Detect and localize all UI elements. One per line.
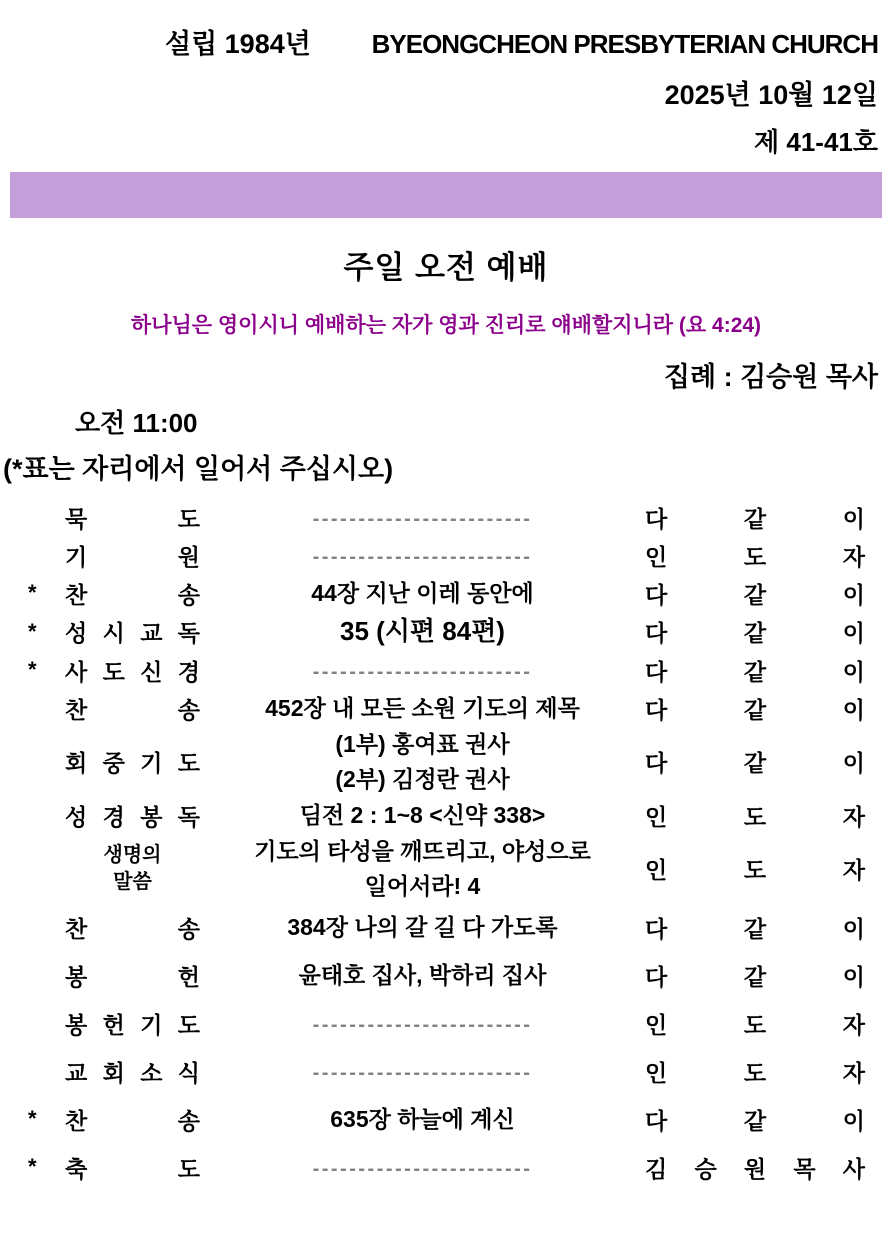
order-item-label: 찬 송 xyxy=(65,915,200,942)
order-row xyxy=(0,999,892,1047)
order-item-label: 축 도 xyxy=(65,1155,200,1182)
order-item-label: 사 도 신 경 xyxy=(65,658,200,685)
order-item-by: 다 같 이 xyxy=(645,505,865,532)
order-item-content: ------------------------ xyxy=(312,1061,533,1084)
order-row xyxy=(0,834,892,903)
order-item-content: 35 (시편 84편) xyxy=(340,616,505,646)
standing-star-mark: * xyxy=(28,657,37,682)
order-item-label: 찬 송 xyxy=(65,696,200,723)
order-item-label: 묵 도 xyxy=(65,505,200,532)
officiant-line: 집례 : 김승원 목사 xyxy=(663,362,878,392)
founded-year: 설립 1984년 xyxy=(165,29,311,59)
order-item-label: 성 시 교 독 xyxy=(65,620,200,646)
order-item-by: 다 같 이 xyxy=(645,915,865,942)
order-item-label: 성 경 봉 독 xyxy=(65,803,200,830)
order-item-content: 윤태호 집사, 박하리 집사 xyxy=(298,961,547,988)
order-item-label: 기 원 xyxy=(65,543,200,570)
issue-number: 제 41-41호 xyxy=(754,127,878,157)
order-item-by: 다 같 이 xyxy=(645,1107,865,1134)
order-item-label: 생명의 말씀 xyxy=(103,843,162,893)
order-row xyxy=(0,1143,892,1191)
order-item-label: 찬 송 xyxy=(65,581,200,608)
order-item-by: 김 승 원 목 사 xyxy=(645,1155,865,1182)
bulletin-header xyxy=(0,0,892,159)
order-item-by: 인 도 자 xyxy=(645,1011,865,1038)
order-item-content: ------------------------ xyxy=(312,1157,533,1180)
order-item-content: ------------------------ xyxy=(312,1013,533,1036)
order-row xyxy=(0,1095,892,1143)
order-item-by: 다 같 이 xyxy=(645,750,865,776)
order-item-content: ------------------------ xyxy=(312,545,533,568)
order-item-content: ------------------------ xyxy=(312,660,533,683)
order-item-content: ------------------------ xyxy=(312,507,533,530)
order-item-content: 기도의 타성을 깨뜨리고, 야성으로 일어서라! 4 xyxy=(254,838,591,899)
standing-star-mark: * xyxy=(28,580,37,605)
order-row xyxy=(0,498,892,536)
order-row xyxy=(0,574,892,612)
order-row xyxy=(0,796,892,834)
order-row xyxy=(0,651,892,689)
order-item-by: 인 도 자 xyxy=(645,803,865,830)
order-item-label: 회 중 기 도 xyxy=(65,750,200,776)
service-title: 주일 오전 예배 xyxy=(343,250,549,285)
church-name: BYEONGCHEON PRESBYTERIAN CHURCH xyxy=(371,29,878,59)
order-item-by: 다 같 이 xyxy=(645,963,865,990)
order-row xyxy=(0,612,892,651)
standing-star-mark: * xyxy=(28,1154,37,1179)
service-time: 오전 11:00 xyxy=(75,408,198,438)
header-top-line xyxy=(0,22,892,61)
order-item-by: 다 같 이 xyxy=(645,658,865,685)
order-item-label: 봉 헌 xyxy=(65,963,200,990)
order-item-content: 44장 지난 이레 동안에 xyxy=(311,579,534,606)
standing-note: (*표는 자리에서 일어서 주십시오) xyxy=(3,454,394,484)
order-item-content: (1부) 홍여표 권사 (2부) 김정란 권사 xyxy=(335,731,510,792)
order-item-content: 452장 내 모든 소원 기도의 제목 xyxy=(265,694,580,721)
bulletin-date: 2025년 10월 12일 xyxy=(664,80,878,110)
order-item-content: 딤전 2 : 1~8 <신약 338> xyxy=(299,801,546,828)
order-row xyxy=(0,689,892,727)
order-item-label: 봉 헌 기 도 xyxy=(65,1011,200,1038)
order-item-by: 인 도 자 xyxy=(645,857,865,883)
order-item-by: 다 같 이 xyxy=(645,696,865,723)
standing-star-mark: * xyxy=(28,1106,37,1131)
order-item-by: 인 도 자 xyxy=(645,1059,865,1086)
scripture-verse: 하나님은 영이시니 예배하는 자가 영과 진리로 얘배할지니라 (요 4:24) xyxy=(130,314,762,337)
order-item-label: 교 회 소 식 xyxy=(65,1059,200,1086)
order-row xyxy=(0,1047,892,1095)
order-item-by: 다 같 이 xyxy=(645,620,865,646)
order-item-label: 찬 송 xyxy=(65,1107,200,1134)
worship-order-list xyxy=(0,498,892,1191)
order-item-by: 인 도 자 xyxy=(645,543,865,570)
standing-star-mark: * xyxy=(28,618,37,644)
order-row xyxy=(0,727,892,796)
order-row xyxy=(0,951,892,999)
order-row xyxy=(0,903,892,951)
order-item-by: 다 같 이 xyxy=(645,581,865,608)
order-item-content: 635장 하늘에 계신 xyxy=(330,1105,515,1132)
divider-bar xyxy=(10,172,882,218)
order-row xyxy=(0,536,892,574)
order-item-content: 384장 나의 갈 길 다 가도록 xyxy=(287,913,558,940)
